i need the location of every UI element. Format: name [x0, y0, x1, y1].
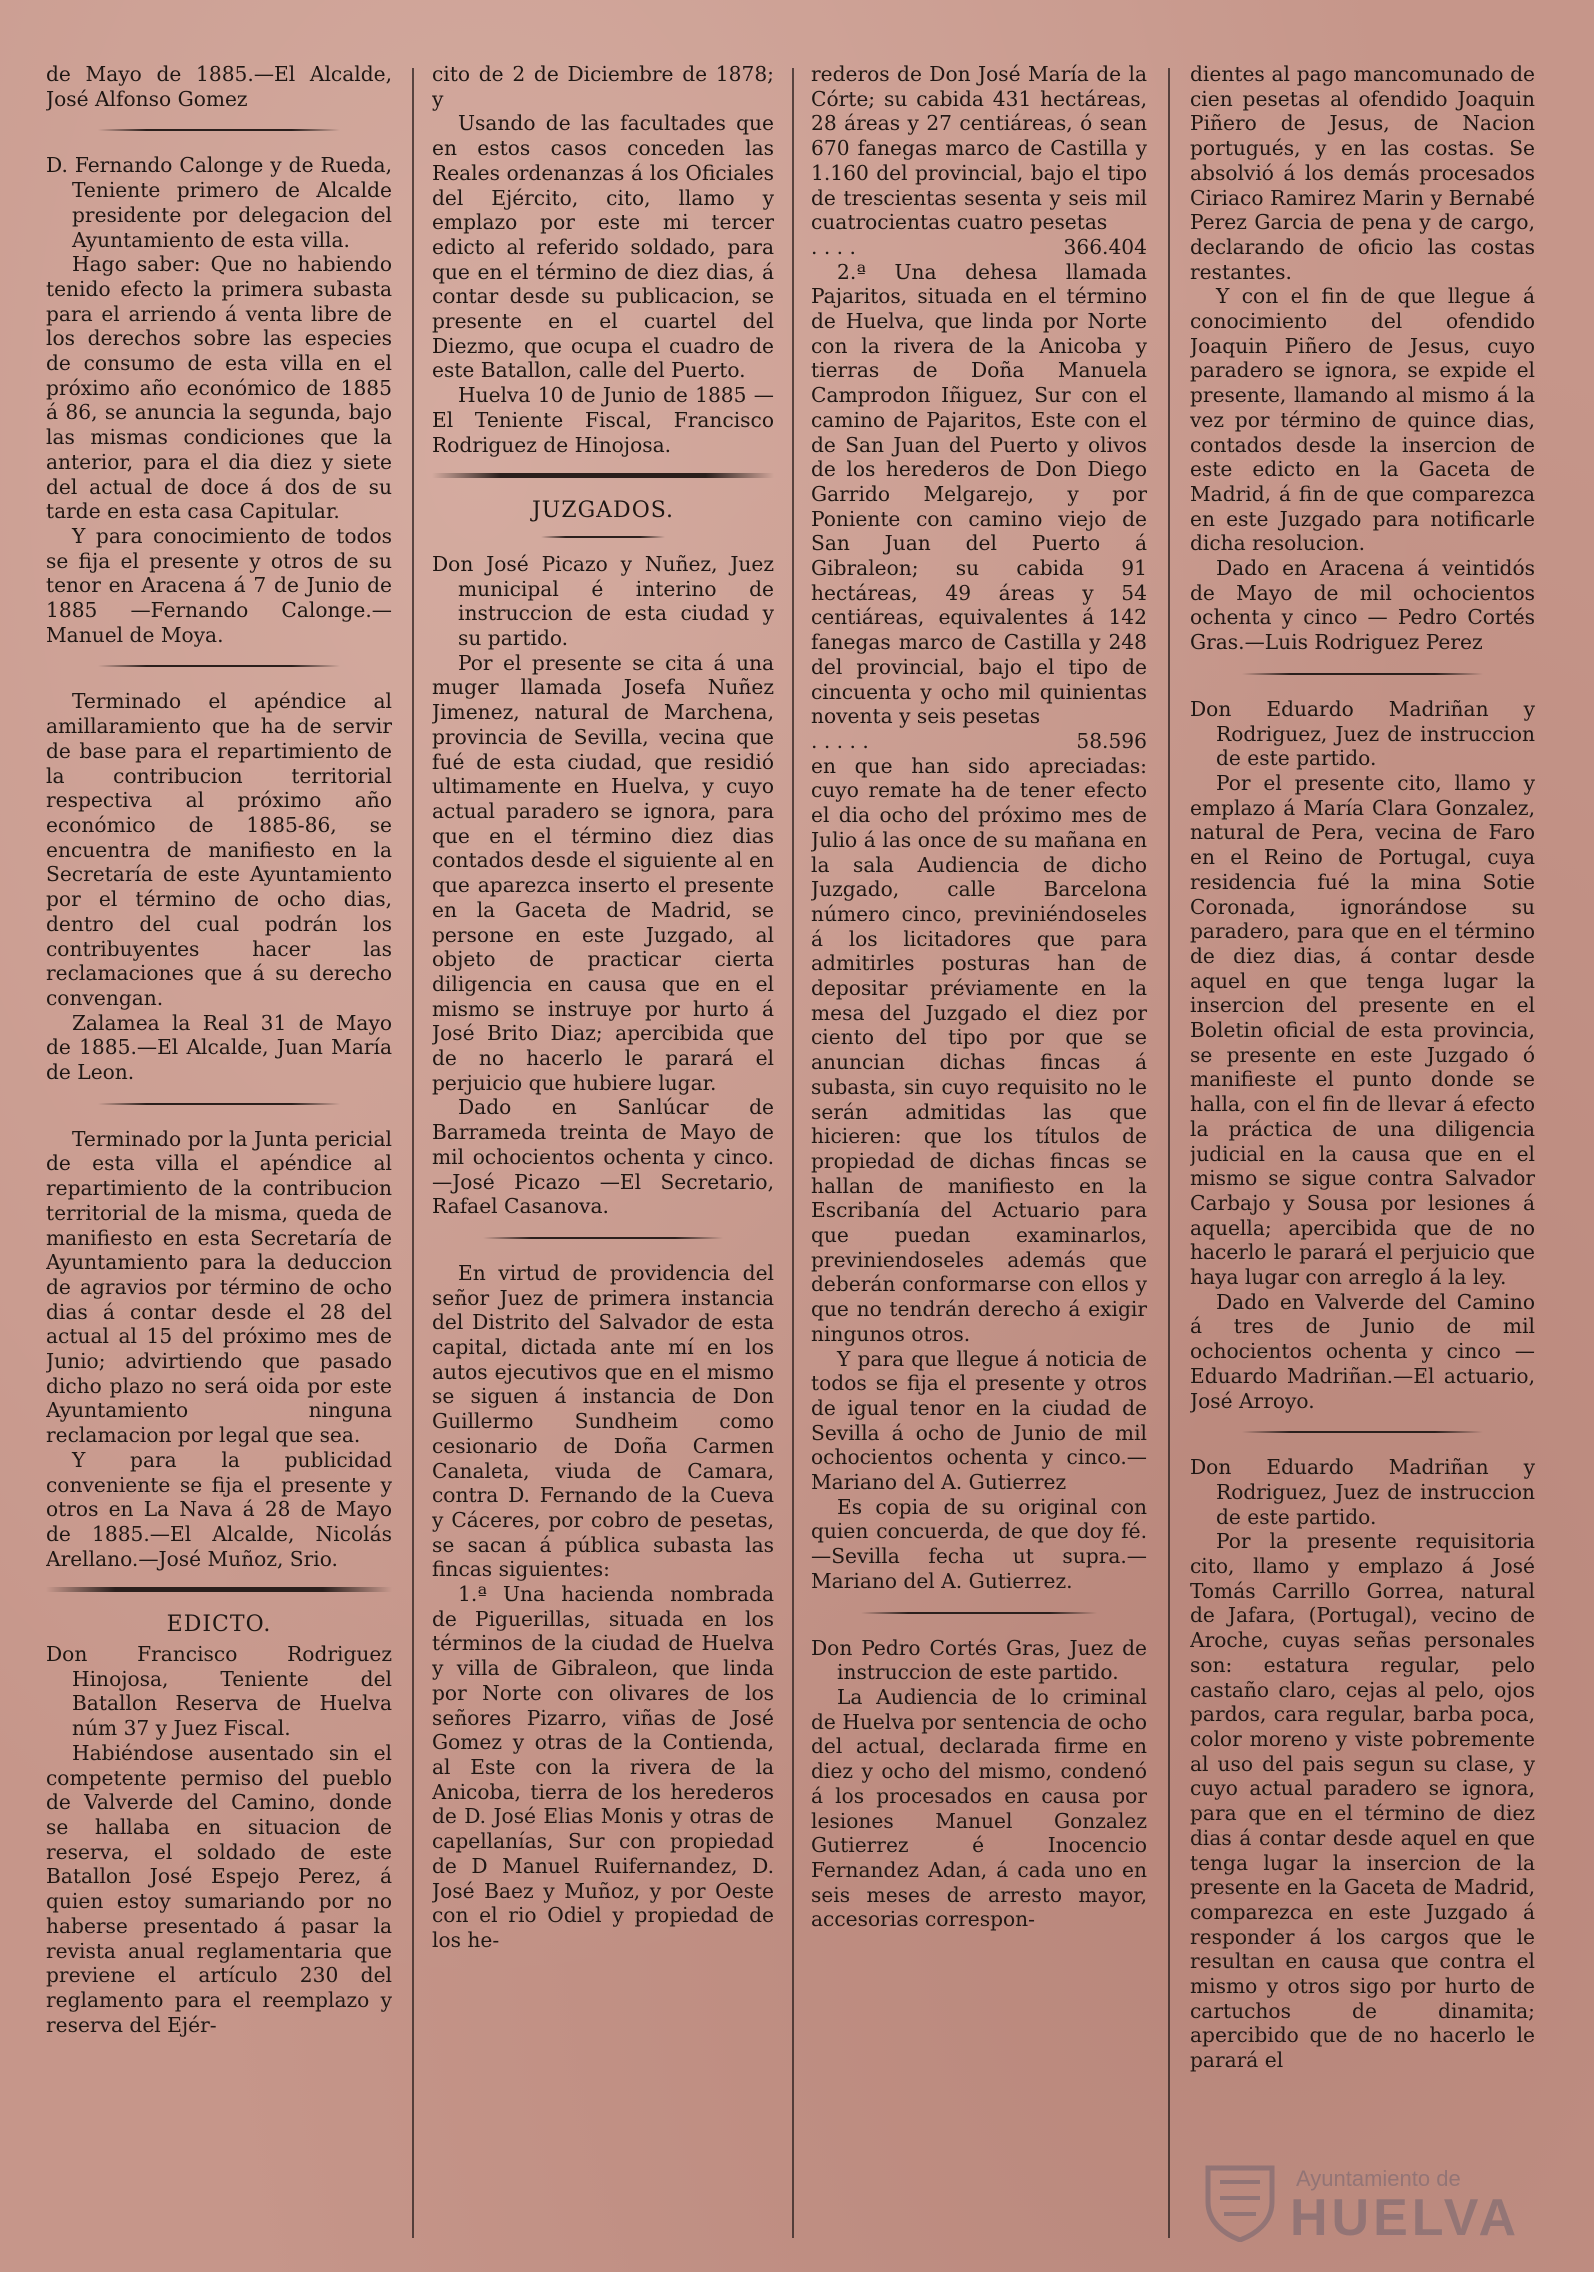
price-line — [811, 235, 1147, 260]
paragraph: Dado en Valverde del Camino á tres de Junio de mil ochocientos ochenta y cinco — Eduardo Madriñan.—El actuario, José Arroyo. — [1190, 1289, 1535, 1413]
paragraph: Por el presente se cita á una muger llamada Josefa Nuñez Jimenez, natural de Marchena, provincia de Sevilla, vecina que fué de esta ciudad, que residió ultimamente en Huelva, y cuyo actual paradero se ignora, para que en el término diez dias contados desde el siguiente al en que aparezca inserto el presente en la Gaceta de Madrid, se persone en este Juzgado, al objeto de practicar cierta diligencia en causa que en el mismo se instruye por hurto á José Brito Diaz; apercibida que de no hacerlo le parará el perjuicio que hubiere lugar. — [432, 650, 774, 1095]
paragraph: Hago saber: Que no habiendo tenido efecto la primera subasta para el arriendo á venta libre de los derechos sobre las especies de consumo de esta villa en el próximo año económico de 1885 á 86, se anuncia la segunda, bajo las mismas condiciones que la anterior, para el dia diez y siete del actual de doce á dos de su tarde en esta casa Capitular. — [46, 252, 392, 524]
shield-icon — [1200, 2162, 1280, 2242]
price-amount: 58.596 — [1076, 728, 1147, 753]
paragraph: Habiéndose ausentado sin el competente permiso del pueblo de Valverde del Camino, donde se hallaba en situacion de reserva, el soldado de este Batallon José Espejo Perez, á quien estoy sumariando por no haberse presentado á pasar la revista anual reglamentaria que previene el artículo 230 del reglamento para el reemplazo y reserva del Ejér- — [46, 1740, 392, 2037]
paragraph: Por la presente requisitoria cito, llamo y emplazo á José Tomás Carrillo Gorrea, natural de Jafara, (Portugal), vecino de Aroche, cuyas señas personales son: estatura regular, pelo castaño claro, cejas al pelo, ojos pardos, cara regular, barba poca, color moreno y viste pobremente al uso del pais segun su clase, y cuyo actual paradero se ignora, para que en el término de diez dias á contar desde aquel en que tenga lugar la insercion de la presente en la Gaceta de Madrid, comparezca en este Juzgado á responder á los cargos que le resultan en causa que contra el mismo y otros sigo por hurto de cartuchos de dinamita; apercibido que de no hacerlo le parará el — [1190, 1529, 1535, 2073]
paragraph: Dado en Sanlúcar de Barrameda treinta de Mayo de mil ochocientos ochenta y cinco.—José Picazo —El Secretario, Rafael Casanova. — [432, 1095, 774, 1219]
section-separator — [861, 1608, 1096, 1618]
paragraph: Huelva 10 de Junio de 1885 —El Teniente Fiscal, Francisco Rodriguez de Hinojosa. — [432, 383, 774, 457]
paragraph: La Audiencia de lo criminal de Huelva por sentencia de ocho del actual, declarada firme en diez y ocho del mismo, condenó á los procesados en causa por lesiones Manuel Gonzalez Gutierrez é Inocencio Fernandez Adan, á cada uno en seis meses de arresto mayor, accesorias correspon- — [811, 1685, 1147, 1932]
column-4 — [1190, 62, 1535, 2247]
paragraph: Y para la publicidad conveniente se fija el presente y otros en La Nava á 28 de Mayo de 1885.—El Alcalde, Nicolás Arellano.—José Muñoz, Srio. — [46, 1447, 392, 1571]
paragraph: Don Eduardo Madriñan y Rodriguez, Juez de instruccion de este partido. — [1190, 1455, 1535, 1529]
column-3 — [811, 62, 1147, 2247]
column-2 — [432, 62, 774, 2247]
paragraph: Don Eduardo Madriñan y Rodriguez, Juez de instruccion de este partido. — [1190, 696, 1535, 771]
paragraph: Terminado por la Junta pericial de esta villa el apéndice al repartimiento de la contribucion territorial de la misma, queda de manifiesto en esta Secretaría de Ayuntamiento para la deduccion de agravios por término de ocho dias á contar desde el 28 del actual al 15 del próximo mes de Junio; advirtiendo que pasado dicho plazo no será oida por este Ayuntamiento ninguna reclamacion por legal que sea. — [46, 1126, 392, 1448]
paragraph: en que han sido apreciadas: cuyo remate ha de tener efecto el dia ocho del próximo mes de Julio á las once de su mañana en la sala Audiencia de dicho Juzgado, calle Barcelona número cinco, previniéndoseles á los licitadores que para admitirles posturas han de depositar préviamente en la mesa del Juzgado el diez por ciento del tipo por que se anuncian dichas fincas á subasta, sin cuyo requisito no le serán admitidas las que hicieren: que los títulos de propiedad de dichas fincas se hallan de manifiesto en la Escribanía del Actuario para que puedan examinarlos, previniendoseles además que deberán conformarse con ellos y que no tendrán derecho á exigir ningunos otros. — [811, 753, 1147, 1346]
leader-dots: . . . . . — [811, 728, 869, 753]
paragraph: D. Fernando Calonge y de Rueda, Teniente primero de Alcalde presidente por delegacion del Ayuntamiento de esta villa. — [46, 153, 392, 252]
section-heading: JUZGADOS. — [531, 498, 675, 524]
paragraph: Don Francisco Rodriguez Hinojosa, Teniente del Batallon Reserva de Huelva núm 37 y Juez Fiscal. — [46, 1642, 392, 1741]
paragraph: Y con el fin de que llegue á conocimiento del ofendido Joaquin Piñero de Jesus, cuyo paradero se ignora, se expide el presente, llamando al mismo á la vez por término de quince dias, contados desde la insercion de este edicto en la Gaceta de Madrid, á fin de que comparezca en este Juzgado para notificarle dicha resolucion. — [1190, 284, 1535, 556]
leader-dots: . . . . — [811, 234, 856, 259]
paragraph: 2.ª Una dehesa llamada Pajaritos, situada en el término de Huelva, que linda por Norte con la rivera de la Anicoba y tierras de Doña Manuela Camprodon Iñiguez, Sur con el camino de Pajaritos, Este con el de San Juan del Puerto y olivos de los herederos de Don Diego Garrido Melgarejo, y por Poniente con camino viejo de San Juan del Puerto á Gibraleon; su cabida 91 hectáreas, 49 áreas y 54 centiáreas, equivalentes á 142 fanegas marco de Castilla y 248 del provincial, bajo el tipo de cincuenta y ocho mil quinientas noventa y seis pesetas — [811, 259, 1147, 729]
paragraph: Dado en Aracena á veintidós de Mayo de mil ochocientos ochenta y cinco — Pedro Cortés Gras.—Luis Rodriguez Perez — [1190, 556, 1535, 655]
section-separator — [483, 1233, 722, 1243]
paragraph: Usando de las facultades que en estos casos conceden las Reales ordenanzas á los Oficiales del Ejército, cito, llamo y emplazo por este mi tercer edicto al referido soldado, para que en el término de diez dias, á contar desde su publicacion, se presente en el cuartel del Diezmo, que ocupa el cuadro de este Batallon, calle del Puerto. — [432, 111, 774, 383]
section-separator — [98, 1099, 340, 1109]
paragraph: rederos de Don José María de la Córte; su cabida 431 hectáreas, 28 áreas y 27 centiáreas, ó sean 670 fanegas marco de Castilla y 1.160 del provincial, bajo el tipo de trescientas sesenta y seis mil cuatrocientas cuatro pesetas — [811, 62, 1147, 235]
column-divider — [792, 68, 794, 2238]
paragraph: cito de 2 de Diciembre de 1878; y — [432, 62, 774, 111]
paragraph: 1.ª Una hacienda nombrada de Piguerillas, situada en los términos de la ciudad de Huelva y villa de Gibraleon, que linda por Norte con olivares de los señores Pizarro, viñas de José Gomez y otras de la Contienda, al Este con la rivera de la Anicoba, tierra de los herederos de D. José Elias Monis y otras de capellanías, Sur con propiedad de D Manuel Ruifernandez, D. José Baez y Muñoz, y por Oeste con el rio Odiel y propiedad de los he- — [432, 1582, 774, 1952]
paragraph: dientes al pago mancomunado de cien pesetas al ofendido Joaquin Piñero de Jesus, de Nacion portugués, y en las costas. Se absolvió á los demás procesados Ciriaco Ramirez Marin y Bernabé Perez Garcia de pena y de cargo, declarando de oficio las costas restantes. — [1190, 62, 1535, 284]
paragraph: Terminado el apéndice al amillaramiento que ha de servir de base para el repartimiento de la contribucion territorial respectiva al próximo año económico de 1885-86, se encuentra de manifiesto en la Secretaría de este Ayuntamiento por el término de ocho dias, dentro del cual podrán los contribuyentes hacer las reclamaciones que á su derecho convengan. — [46, 689, 392, 1010]
price-amount: 366.404 — [1063, 234, 1147, 259]
paragraph: Por el presente cito, llamo y emplazo á María Clara Gonzalez, natural de Pera, vecina de Faro en el Reino de Portugal, cuya residencia fué la mina Sotie Coronada, ignorándose su paradero, para que en el término de diez dias, á contar desde aquel en que tenga lugar la insercion del presente en el Boletin oficial de esta provincia, se presente en este Juzgado ó manifieste el punto donde se halla, con el fin de llevar á efecto la práctica de una diligencia judicial en la causa que en el mismo se sigue contra Salvador Carbajo y Sousa por lesiones á aquella; apercibida que de no hacerlo le parará el perjuicio que haya lugar con arreglo á la ley. — [1190, 770, 1535, 1290]
column-1 — [46, 62, 392, 2247]
paragraph: Y para conocimiento de todos se fija el presente y otros de su tenor en Aracena á 7 de Junio de 1885 —Fernando Calonge.—Manuel de Moya. — [46, 523, 392, 647]
section-separator — [1242, 669, 1484, 679]
section-heading: EDICTO. — [166, 1612, 272, 1638]
paragraph: En virtud de providencia del señor Juez de primera instancia del Distrito del Salvador de esta capital, dictada ante mí en los autos ejecutivos que en el mismo se siguen á instancia de Don Guillermo Sundheim como cesionario de Doña Carmen Canaleta, viuda de Camara, contra D. Fernando de la Cueva y Cáceres, por cobro de pesetas, se sacan á pública subasta las fincas siguientes: — [432, 1260, 774, 1582]
paragraph: de Mayo de 1885.—El Alcalde, José Alfonso Gomez — [46, 62, 392, 111]
section-separator — [541, 532, 664, 542]
column-divider — [412, 68, 414, 2238]
section-separator — [1242, 1427, 1484, 1437]
section-separator — [98, 661, 340, 671]
paragraph: Es copia de su original con quien concuerda, de que doy fé.—Sevilla fecha ut supra.—Mariano del A. Gutierrez. — [811, 1494, 1147, 1593]
watermark-line-1: Ayuntamiento de — [1296, 2166, 1461, 2191]
paragraph: Zalamea la Real 31 de Mayo de 1885.—El Alcalde, Juan María de Leon. — [46, 1010, 392, 1085]
paragraph: Y para que llegue á noticia de todos se fija el presente y otros de igual tenor en la ciudad de Sevilla á ocho de Junio de mil ochocientos ochenta y cinco.—Mariano del A. Gutierrez — [811, 1346, 1147, 1495]
section-separator — [98, 125, 340, 135]
paragraph: Don José Picazo y Nuñez, Juez municipal é interino de instruccion de esta ciudad y su partido. — [432, 551, 774, 651]
watermark-line-2: HUELVA — [1290, 2189, 1521, 2247]
column-divider — [1168, 68, 1170, 2238]
archive-watermark — [1196, 2158, 1526, 2248]
section-separator — [46, 1585, 392, 1595]
section-separator — [432, 471, 774, 481]
price-line — [811, 729, 1147, 754]
paragraph: Don Pedro Cortés Gras, Juez de instruccion de este partido. — [811, 1635, 1147, 1685]
